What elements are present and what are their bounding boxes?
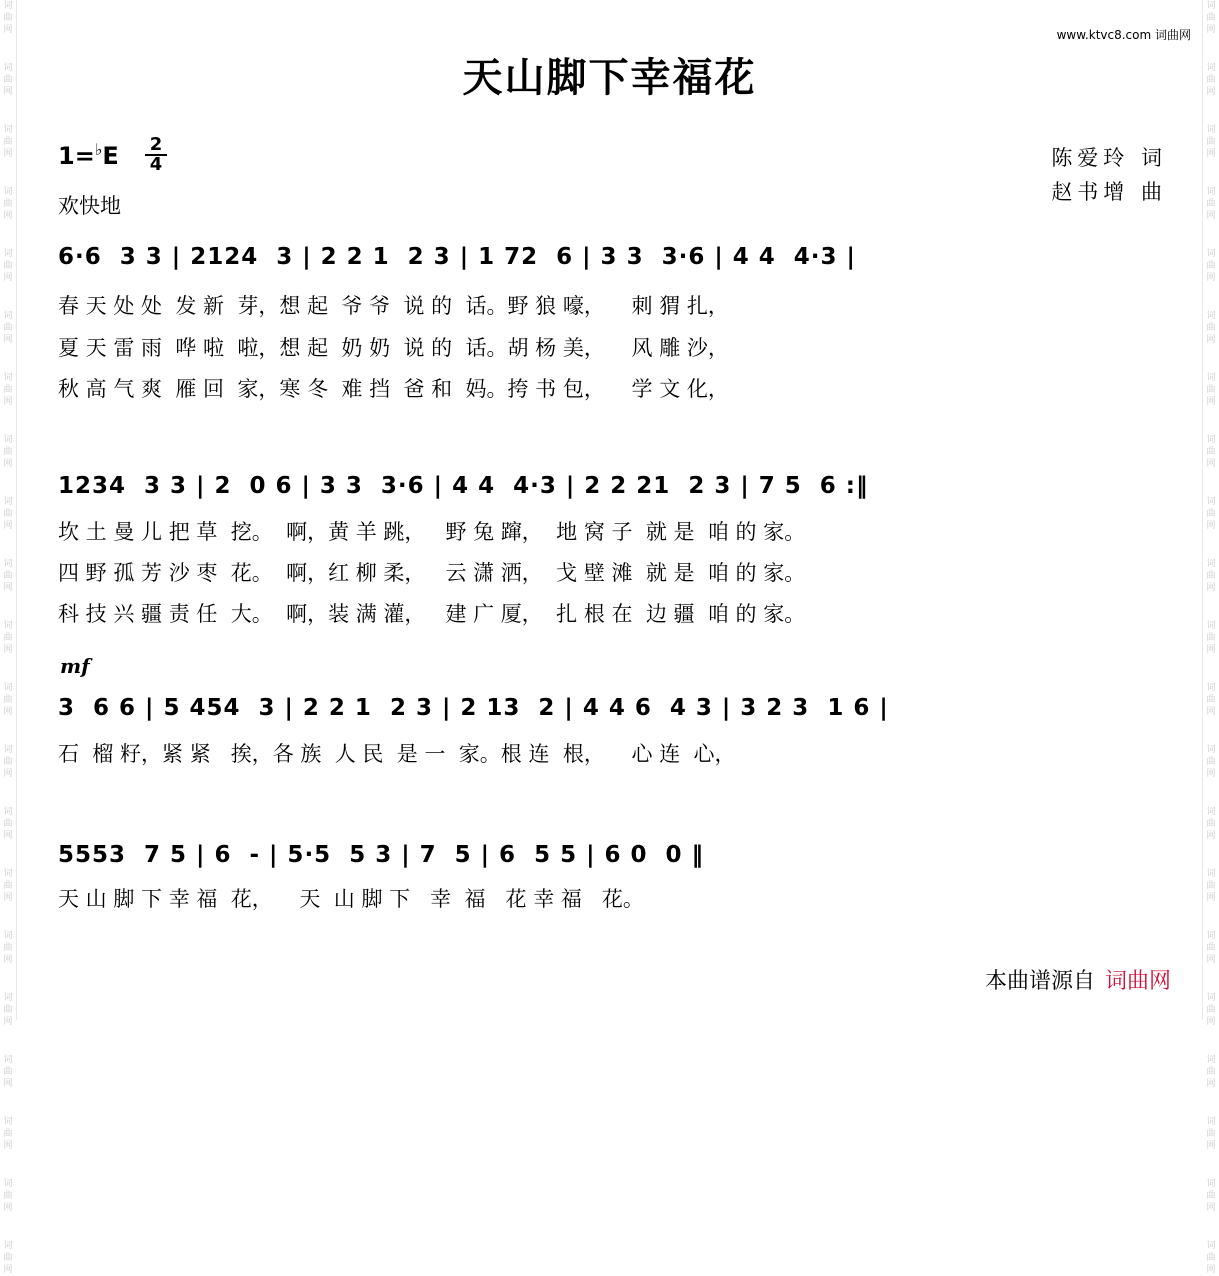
lyric-row-1-verse-3: 秋 高 气 爽 雁 回 家，寒 冬 难 挡 爸 和 妈。挎 书 包， 学 文 化， [58, 377, 729, 401]
key-signature [58, 140, 119, 170]
notation-row-4: 5553 7 5 | 6 - | 5·5 5 3 | 7 5 | 6 5 5 | 6 0 0 ‖ [58, 842, 705, 868]
time-signature-bottom: 4 [149, 154, 163, 175]
key-prefix: 1= [58, 142, 95, 170]
source-footer [985, 964, 1171, 995]
lyric-row-4: 天 山 脚 下 幸 福 花， 天 山 脚 下 幸 福 花 幸 福 花。 [58, 887, 644, 911]
footer-brand-link[interactable]: 词曲网 [1104, 969, 1171, 994]
song-title: 天山脚下幸福花 [462, 54, 757, 101]
dynamic-marking: mf [60, 654, 90, 678]
tempo-marking: 欢快地 [58, 194, 121, 218]
key-note: E [102, 142, 119, 170]
footer-source-text: 本曲谱源自 [984, 969, 1095, 994]
notation-row-2: 1234 3 3 | 2 0 6 | 3 3 3·6 | 4 4 4·3 | 2 2 21 2 3 | 7 5 6 :‖ [58, 473, 869, 499]
time-signature-top: 2 [149, 134, 163, 155]
watermark-column-right: 词曲网 词曲网 词曲网 词曲网 词曲网 词曲网 词曲网 词曲网 词曲网 词曲网 词曲网 词曲网 词曲网 词曲网 词曲网 词曲网 词曲网 词曲网 词曲网 词曲网 词曲网 [1202, 0, 1219, 1020]
watermark-column-left: 词曲网 词曲网 词曲网 词曲网 词曲网 词曲网 词曲网 词曲网 词曲网 词曲网 词曲网 词曲网 词曲网 词曲网 词曲网 词曲网 词曲网 词曲网 词曲网 词曲网 词曲网 [0, 0, 17, 1020]
flat-sign: ♭ [94, 140, 103, 159]
lyricist-credit: 陈爱玲 词 [1051, 146, 1167, 170]
lyric-row-2-verse-2: 四 野 孤 芳 沙 枣 花。 啊，红 柳 柔， 云 潇 洒， 戈 壁 滩 就 是 咱 的 家。 [58, 561, 806, 585]
notation-row-1: 6·6 3 3 | 2124 3 | 2 2 1 2 3 | 1 72 6 | 3 3 3·6 | 4 4 4·3 | [58, 244, 856, 270]
lyric-row-1-verse-1: 春 天 处 处 发 新 芽，想 起 爷 爷 说 的 话。野 狼 嚎， 刺 猬 扎， [58, 294, 729, 318]
notation-row-3: 3 6 6 | 5 454 3 | 2 2 1 2 3 | 2 13 2 | 4 4 6 4 3 | 3 2 3 1 6 | [58, 695, 889, 721]
lyric-row-3: 石 榴 籽，紧 紧 挨，各 族 人 民 是 一 家。根 连 根， 心 连 心， [58, 742, 736, 766]
lyric-row-2-verse-1: 坎 土 曼 儿 把 草 挖。 啊，黄 羊 跳， 野 兔 蹿， 地 窝 子 就 是 咱 的 家。 [58, 520, 806, 544]
lyric-row-2-verse-3: 科 技 兴 疆 责 任 大。 啊，装 满 灌， 建 广 厦， 扎 根 在 边 疆 咱 的 家。 [58, 602, 806, 626]
site-url[interactable]: www.ktvc8.com 词曲网 [1056, 28, 1191, 42]
time-signature [145, 136, 167, 174]
lyric-row-1-verse-2: 夏 天 雷 雨 哗 啦 啦，想 起 奶 奶 说 的 话。胡 杨 美， 风 雕 沙， [58, 336, 729, 360]
composer-credit: 赵书增 曲 [1051, 180, 1167, 204]
